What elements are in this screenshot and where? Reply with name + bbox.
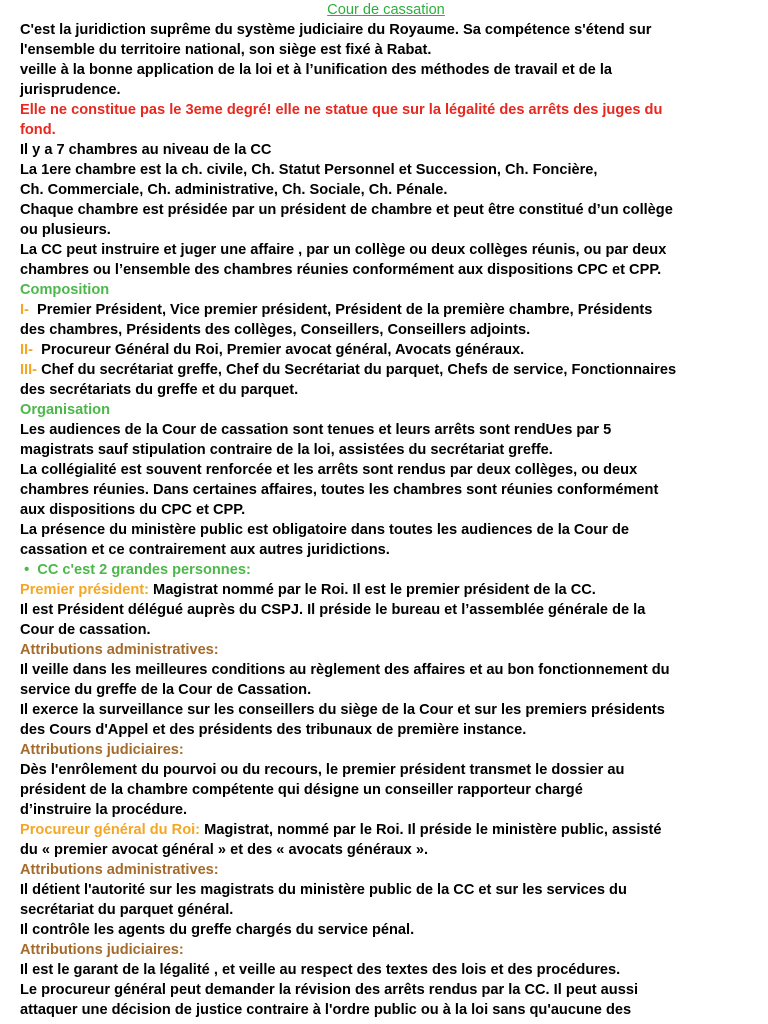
paragraph-line: Chaque chambre est présidée par un président de chambre et peut être constitué d’un collège bbox=[20, 202, 673, 218]
bullet-icon: • bbox=[24, 562, 30, 578]
paragraph-line: La présence du ministère public est obligatoire dans toutes les audiences de la Cour de bbox=[20, 522, 630, 538]
paragraph-line: Cour de cassation. bbox=[20, 622, 151, 638]
premier-president-text: Magistrat nommé par le Roi. Il est le premier président de la CC. bbox=[153, 582, 596, 598]
composition-item-3 bbox=[20, 360, 760, 380]
paragraph-line: veille à la bonne application de la loi et à l’unification des méthodes de travail et de la bbox=[20, 62, 613, 78]
paragraph-line: Le procureur général peut demander la révision des arrêts rendus par la CC. Il peut aussi bbox=[20, 982, 638, 998]
subheading-attributions-judiciaires: Attributions judiciaires: bbox=[20, 942, 184, 958]
paragraph-line: des Cours d'Appel et des présidents des tribunaux de première instance. bbox=[20, 722, 527, 738]
document-page bbox=[20, 0, 760, 1020]
paragraph-line: du « premier avocat général » et des « avocats généraux ». bbox=[20, 842, 429, 858]
paragraph-line: l'ensemble du territoire national, son siège est fixé à Rabat. bbox=[20, 42, 432, 58]
premier-president-label: Premier président: bbox=[20, 582, 149, 598]
paragraph-line: Il veille dans les meilleures conditions au règlement des affaires et au bon fonctionnement du bbox=[20, 662, 670, 678]
warning-line: Elle ne constitue pas le 3eme degré! elle ne statue que sur la légalité des arrêts des juges du bbox=[20, 102, 663, 118]
paragraph-line: Il contrôle les agents du greffe chargés du service pénal. bbox=[20, 922, 415, 938]
paragraph-line: président de la chambre compétente qui désigne un conseiller rapporteur chargé bbox=[20, 782, 583, 798]
paragraph-line: chambres réunies. Dans certaines affaires, toutes les chambres sont réunies conformément bbox=[20, 482, 659, 498]
paragraph-line: service du greffe de la Cour de Cassation. bbox=[20, 682, 312, 698]
paragraph-line: La 1ere chambre est la ch. civile, Ch. Statut Personnel et Succession, Ch. Foncière, bbox=[20, 162, 598, 178]
roman-numeral-label: I- bbox=[20, 302, 29, 318]
paragraph-line: Il exerce la surveillance sur les conseillers du siège de la Cour et sur les premiers présidents bbox=[20, 702, 665, 718]
paragraph-line: cassation et ce contrairement aux autres juridictions. bbox=[20, 542, 390, 558]
composition-text: Premier Président, Vice premier président, Président de la première chambre, Présidents bbox=[37, 302, 653, 318]
bullet-heading-text: CC c'est 2 grandes personnes: bbox=[37, 562, 251, 578]
paragraph-line: Dès l'enrôlement du pourvoi ou du recours, le premier président transmet le dossier au bbox=[20, 762, 625, 778]
warning-line: fond. bbox=[20, 122, 56, 138]
composition-text: Chef du secrétariat greffe, Chef du Secrétariat du parquet, Chefs de service, Fonctionnaires bbox=[41, 362, 677, 378]
composition-text: Procureur Général du Roi, Premier avocat général, Avocats généraux. bbox=[41, 342, 525, 358]
paragraph-line: Il est Président délégué auprès du CSPJ. Il préside le bureau et l’assemblée générale de la bbox=[20, 602, 646, 618]
procureur-general-label: Procureur général du Roi: bbox=[20, 822, 201, 838]
subheading-attributions-administratives: Attributions administratives: bbox=[20, 642, 219, 658]
subheading-attributions-administratives: Attributions administratives: bbox=[20, 862, 219, 878]
paragraph-line: ou plusieurs. bbox=[20, 222, 111, 238]
paragraph-line: Il est le garant de la légalité , et veille au respect des textes des lois et des procédures. bbox=[20, 962, 621, 978]
procureur-general-line bbox=[20, 820, 760, 840]
paragraph-line: Il y a 7 chambres au niveau de la CC bbox=[20, 142, 272, 158]
composition-item-1 bbox=[20, 300, 760, 320]
roman-numeral-label: II- bbox=[20, 342, 33, 358]
paragraph-line: magistrats sauf stipulation contraire de la loi, assistées du secrétariat greffe. bbox=[20, 442, 553, 458]
paragraph-line: aux dispositions du CPC et CPP. bbox=[20, 502, 246, 518]
paragraph-line: Les audiences de la Cour de cassation sont tenues et leurs arrêts sont rendUes par 5 bbox=[20, 422, 612, 438]
paragraph-line: C'est la juridiction suprême du système judiciaire du Royaume. Sa compétence s'étend sur bbox=[20, 22, 652, 38]
bullet-heading bbox=[20, 560, 760, 580]
paragraph-line: chambres ou l’ensemble des chambres réunies conformément aux dispositions CPC et CPP. bbox=[20, 262, 662, 278]
paragraph-line: secrétariat du parquet général. bbox=[20, 902, 234, 918]
paragraph-line: jurisprudence. bbox=[20, 82, 121, 98]
title-line bbox=[20, 0, 760, 20]
paragraph-line: Il détient l'autorité sur les magistrats du ministère public de la CC et sur les services du bbox=[20, 882, 627, 898]
paragraph-line: attaquer une décision de justice contraire à l'ordre public ou à la loi sans qu'aucune des bbox=[20, 1002, 632, 1018]
subheading-attributions-judiciaires: Attributions judiciaires: bbox=[20, 742, 184, 758]
roman-numeral-label: III- bbox=[20, 362, 38, 378]
paragraph-line: La CC peut instruire et juger une affaire , par un collège ou deux collèges réunis, ou par deux bbox=[20, 242, 667, 258]
procureur-general-text: Magistrat, nommé par le Roi. Il préside le ministère public, assisté bbox=[204, 822, 662, 838]
paragraph-line: des secrétariats du greffe et du parquet. bbox=[20, 382, 299, 398]
section-heading-organisation: Organisation bbox=[20, 402, 111, 418]
page-title: Cour de cassation bbox=[327, 2, 445, 18]
premier-president-line bbox=[20, 580, 760, 600]
paragraph-line: Ch. Commerciale, Ch. administrative, Ch. Sociale, Ch. Pénale. bbox=[20, 182, 448, 198]
composition-item-2 bbox=[20, 340, 760, 360]
section-heading-composition: Composition bbox=[20, 282, 110, 298]
paragraph-line: d’instruire la procédure. bbox=[20, 802, 188, 818]
paragraph-line: La collégialité est souvent renforcée et les arrêts sont rendus par deux collèges, ou deux bbox=[20, 462, 638, 478]
paragraph-line: des chambres, Présidents des collèges, Conseillers, Conseillers adjoints. bbox=[20, 322, 531, 338]
